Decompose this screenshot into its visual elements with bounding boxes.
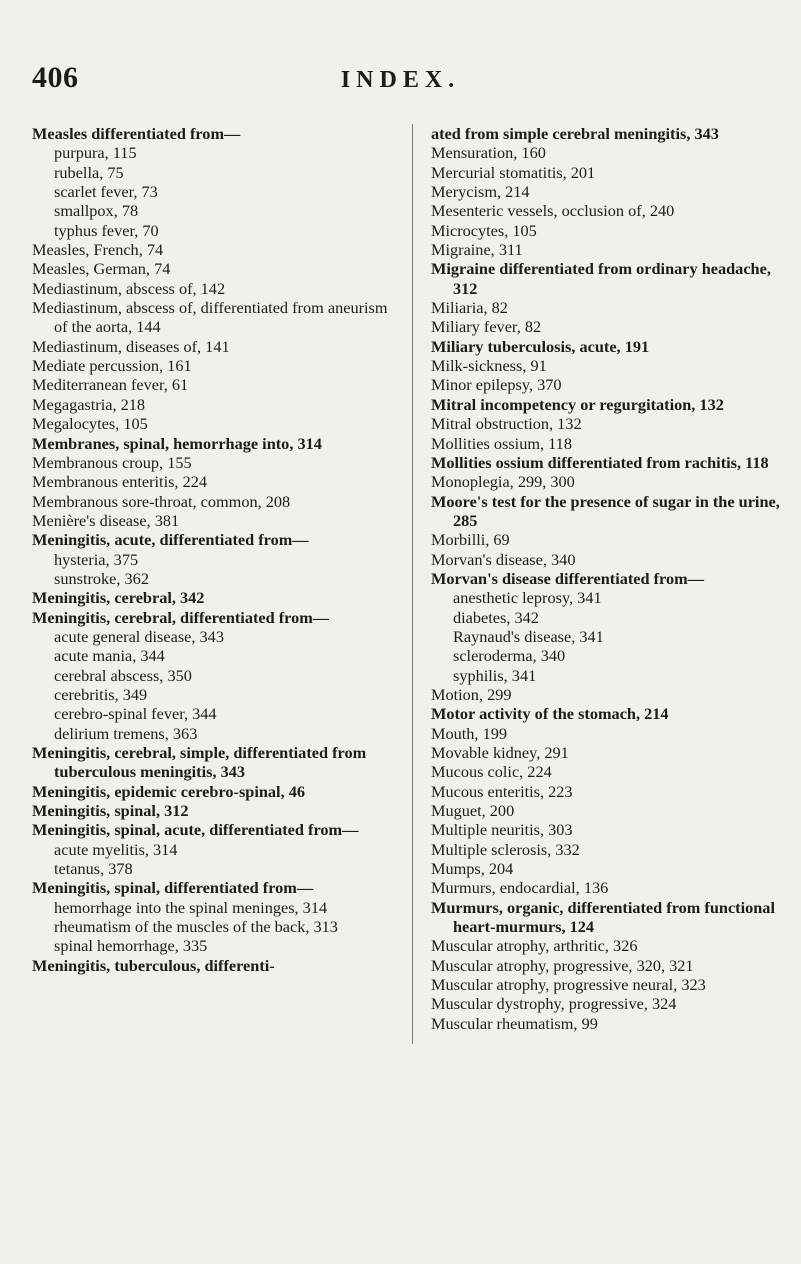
index-subentry: anesthetic leprosy, 341 <box>453 588 602 608</box>
index-subentry: smallpox, 78 <box>54 201 139 221</box>
index-entry: Meningitis, spinal, differentiated from— <box>32 878 314 898</box>
index-entry: Mensuration, 160 <box>431 143 546 163</box>
index-entry: Meningitis, cerebral, differentiated from— <box>32 607 330 627</box>
index-entry: Movable kidney, 291 <box>431 743 569 762</box>
index-subentry: scarlet fever, 73 <box>54 182 158 202</box>
index-entry: Merycism, 214 <box>431 182 530 202</box>
index-subentry: cerebritis, 349 <box>54 684 148 704</box>
index-subentry: acute general disease, 343 <box>54 626 224 646</box>
index-subentry: hysteria, 375 <box>54 549 139 569</box>
index-entry: Mucous colic, 224 <box>431 762 552 782</box>
index-entry: Measles, French, 74 <box>32 240 164 260</box>
index-column-left <box>32 124 400 975</box>
index-entry: Meningitis, tuberculous, differenti- <box>32 955 275 975</box>
index-entry: Measles differentiated from— <box>32 124 241 143</box>
index-entry: Mouth, 199 <box>431 723 507 743</box>
index-entry: Membranous sore-throat, common, 208 <box>32 491 291 511</box>
index-entry: Mercurial stomatitis, 201 <box>431 162 596 182</box>
index-entry: Membranous enteritis, 224 <box>32 472 207 492</box>
index-entry: Menière's disease, 381 <box>32 510 180 530</box>
index-entry: Meningitis, cerebral, simple, differentiated from tuberculous meningitis, 343 <box>32 743 367 782</box>
index-column-right <box>412 124 793 1044</box>
index-entry: Muscular atrophy, progressive, 320, 321 <box>431 955 694 975</box>
index-entry: Miliary fever, 82 <box>431 317 542 337</box>
index-subentry: purpura, 115 <box>54 143 137 163</box>
index-entry: Morbilli, 69 <box>431 530 510 550</box>
index-entry: Milk-sickness, 91 <box>431 356 547 376</box>
index-entry: Mediterranean fever, 61 <box>32 375 189 395</box>
index-subentry: typhus fever, 70 <box>54 220 159 240</box>
index-entry: Measles, German, 74 <box>32 259 171 279</box>
index-subentry: cerebro-spinal fever, 344 <box>54 704 217 724</box>
index-entry: Multiple neuritis, 303 <box>431 820 573 840</box>
index-subentry: acute mania, 344 <box>54 646 165 666</box>
index-subentry: tetanus, 378 <box>54 859 133 879</box>
index-entry: Meningitis, cerebral, 342 <box>32 588 205 608</box>
index-entry: Muscular dystrophy, progressive, 324 <box>431 994 677 1014</box>
index-entry: Motion, 299 <box>431 684 512 704</box>
index-entry: Miliary tuberculosis, acute, 191 <box>431 336 650 356</box>
index-entry: Monoplegia, 299, 300 <box>431 472 575 492</box>
index-entry: Mumps, 204 <box>431 859 514 879</box>
index-subentry: syphilis, 341 <box>453 665 537 685</box>
index-entry: Muguet, 200 <box>431 801 515 821</box>
index-entry: Multiple sclerosis, 332 <box>431 839 580 859</box>
index-subentry: rheumatism of the muscles of the back, 313 <box>54 917 338 937</box>
page-header <box>0 62 801 102</box>
index-entry: Membranes, spinal, hemorrhage into, 314 <box>32 433 322 453</box>
index-entry: Meningitis, acute, differentiated from— <box>32 530 309 550</box>
index-entry: Mediastinum, diseases of, 141 <box>32 336 230 356</box>
index-entry: Mitral incompetency or regurgitation, 132 <box>431 394 724 414</box>
index-subentry: scleroderma, 340 <box>453 646 566 666</box>
index-entry: Morvan's disease, 340 <box>431 549 576 569</box>
page-title: INDEX. <box>340 67 461 93</box>
index-entry: Microcytes, 105 <box>431 220 537 240</box>
index-entry: Mucous enteritis, 223 <box>431 781 573 801</box>
index-entry: Motor activity of the stomach, 214 <box>431 704 669 724</box>
index-subentry: delirium tremens, 363 <box>54 723 198 743</box>
index-entry: Migraine, 311 <box>431 240 523 260</box>
index-entry: Mediastinum, abscess of, 142 <box>32 278 226 298</box>
index-entry: Murmurs, organic, differentiated from functional heart-murmurs, 124 <box>431 897 775 937</box>
index-entry: Muscular atrophy, arthritic, 326 <box>431 936 638 956</box>
index-entry: Muscular atrophy, progressive neural, 323 <box>431 975 706 995</box>
index-subentry: hemorrhage into the spinal meninges, 314 <box>54 897 328 917</box>
index-subentry: cerebral abscess, 350 <box>54 665 192 685</box>
page-number: 406 <box>32 61 79 94</box>
index-entry: Mitral obstruction, 132 <box>431 414 582 434</box>
index-entry: Muscular rheumatism, 99 <box>431 1013 598 1033</box>
index-entry: Meningitis, spinal, 312 <box>32 801 189 821</box>
index-entry: Migraine differentiated from ordinary headache, 312 <box>431 259 771 298</box>
index-entry: Mollities ossium, 118 <box>431 433 572 453</box>
index-subentry: Raynaud's disease, 341 <box>453 626 604 646</box>
index-entry: Miliaria, 82 <box>431 298 508 318</box>
index-subentry: diabetes, 342 <box>453 607 539 627</box>
index-subentry: rubella, 75 <box>54 162 124 182</box>
index-entry: ated from simple cerebral meningitis, 343 <box>431 124 719 143</box>
index-subentry: sunstroke, 362 <box>54 568 149 588</box>
index-entry: Moore's test for the presence of sugar in the urine, 285 <box>431 491 780 530</box>
index-entry: Megalocytes, 105 <box>32 414 148 434</box>
index-entry: Membranous croup, 155 <box>32 452 192 472</box>
index-entry: Morvan's disease differentiated from— <box>431 568 704 588</box>
index-entry: Megagastria, 218 <box>32 394 146 414</box>
index-entry: Mollities ossium differentiated from rachitis, 118 <box>431 452 769 472</box>
index-subentry: spinal hemorrhage, 335 <box>54 936 208 956</box>
index-subentry: acute myelitis, 314 <box>54 839 178 859</box>
index-entry: Meningitis, spinal, acute, differentiated from— <box>32 820 359 840</box>
index-entry: Mediastinum, abscess of, differentiated from aneurism of the aorta, 144 <box>32 298 388 337</box>
index-entry: Mediate percussion, 161 <box>32 356 192 376</box>
index-entry: Murmurs, endocardial, 136 <box>431 878 609 898</box>
index-entry: Meningitis, epidemic cerebro-spinal, 46 <box>32 781 305 801</box>
index-entry: Minor epilepsy, 370 <box>431 375 562 395</box>
index-entry: Mesenteric vessels, occlusion of, 240 <box>431 201 675 221</box>
